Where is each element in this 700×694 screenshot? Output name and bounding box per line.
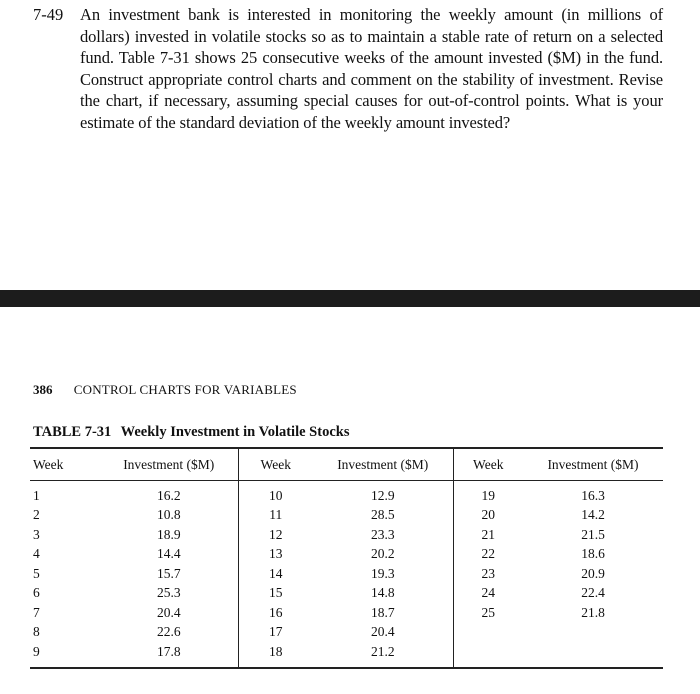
section-title: CONTROL CHARTS FOR VARIABLES xyxy=(73,382,297,397)
investment-cell: 21.2 xyxy=(313,642,453,662)
week-cell xyxy=(453,623,523,643)
week-cell: 16 xyxy=(269,604,283,620)
week-cell: 14 xyxy=(269,565,283,581)
investment-cell: 20.2 xyxy=(313,545,453,565)
week-cell: 19 xyxy=(481,487,495,503)
week-cell: 25 xyxy=(481,604,495,620)
week-cell xyxy=(453,642,523,662)
page-separator xyxy=(0,290,700,307)
data-table xyxy=(30,447,663,669)
investment-cell xyxy=(523,642,663,662)
investment-cell: 16.3 xyxy=(581,487,605,503)
table-caption xyxy=(33,424,349,441)
week-cell: 20 xyxy=(481,507,495,523)
table-row xyxy=(30,642,663,662)
week-cell: 5 xyxy=(33,565,40,581)
investment-cell: 22.6 xyxy=(100,623,238,643)
week-cell: 21 xyxy=(481,526,495,542)
week-cell: 24 xyxy=(481,585,495,601)
table-row xyxy=(30,545,663,565)
table-row xyxy=(30,623,663,643)
investment-cell: 23.3 xyxy=(313,525,453,545)
table-bottom-rule xyxy=(30,667,663,669)
investment-cell: 14.8 xyxy=(313,584,453,604)
page-header xyxy=(33,382,297,398)
investment-cell: 21.5 xyxy=(581,526,605,542)
table-header-row xyxy=(30,449,663,480)
table-row xyxy=(30,603,663,623)
week-cell: 22 xyxy=(481,546,495,562)
table-row xyxy=(30,584,663,604)
investment-cell: 20.4 xyxy=(100,603,238,623)
week-cell: 8 xyxy=(33,624,40,640)
page-number: 386 xyxy=(33,382,53,397)
investment-cell: 17.8 xyxy=(100,642,238,662)
week-cell: 18 xyxy=(269,643,283,659)
week-cell: 10 xyxy=(269,487,283,503)
week-cell: 7 xyxy=(33,604,40,620)
week-cell: 23 xyxy=(481,565,495,581)
column-header: Week xyxy=(260,456,291,472)
table-row xyxy=(30,486,663,506)
column-header: Investment ($M) xyxy=(100,449,238,480)
week-cell: 15 xyxy=(269,585,283,601)
investment-cell: 16.2 xyxy=(100,486,238,506)
week-cell: 11 xyxy=(269,507,283,523)
investment-cell: 20.9 xyxy=(581,565,605,581)
problem-number: 7-49 xyxy=(33,5,64,24)
table-row xyxy=(30,506,663,526)
investment-cell xyxy=(523,623,663,643)
column-header: Week xyxy=(33,456,64,472)
investment-cell: 22.4 xyxy=(581,585,605,601)
problem-statement xyxy=(33,4,663,133)
week-cell: 12 xyxy=(269,526,283,542)
week-cell: 1 xyxy=(33,487,40,503)
investment-cell: 19.3 xyxy=(313,564,453,584)
column-header: Investment ($M) xyxy=(313,449,453,480)
investment-cell: 28.5 xyxy=(313,506,453,526)
week-cell: 17 xyxy=(269,624,283,640)
column-header: Week xyxy=(473,456,504,472)
investment-cell: 21.8 xyxy=(581,604,605,620)
table-title: Weekly Investment in Volatile Stocks xyxy=(120,424,350,440)
investment-cell: 20.4 xyxy=(313,623,453,643)
investment-cell: 18.9 xyxy=(100,525,238,545)
investment-cell: 15.7 xyxy=(100,564,238,584)
investment-cell: 12.9 xyxy=(313,486,453,506)
table-row xyxy=(30,525,663,545)
column-header: Investment ($M) xyxy=(547,456,639,472)
table-row xyxy=(30,564,663,584)
investment-cell: 18.6 xyxy=(581,546,605,562)
week-cell: 4 xyxy=(33,546,40,562)
investment-cell: 14.2 xyxy=(581,507,605,523)
week-cell: 3 xyxy=(33,526,40,542)
problem-text: An investment bank is interested in monitoring the weekly amount (in millions of dollars) invested in volatile stocks so as to maintain a stable rate of return on a selected fund. Table 7-31 shows 25 consecutive weeks of the amount invested ($M) in the fund. Construct appropriate control charts and comment on the stability of investment. Revise the chart, if necessary, assuming special causes for out-of-control points. What is your estimate of the standard deviation of the weekly amount invested? xyxy=(80,5,663,132)
week-cell: 6 xyxy=(33,585,40,601)
investment-cell: 14.4 xyxy=(100,545,238,565)
week-cell: 9 xyxy=(33,643,40,659)
week-cell: 2 xyxy=(33,507,40,523)
table-label: TABLE 7-31 xyxy=(33,424,112,440)
investment-cell: 10.8 xyxy=(100,506,238,526)
investment-cell: 25.3 xyxy=(100,584,238,604)
week-cell: 13 xyxy=(269,546,283,562)
investment-cell: 18.7 xyxy=(313,603,453,623)
